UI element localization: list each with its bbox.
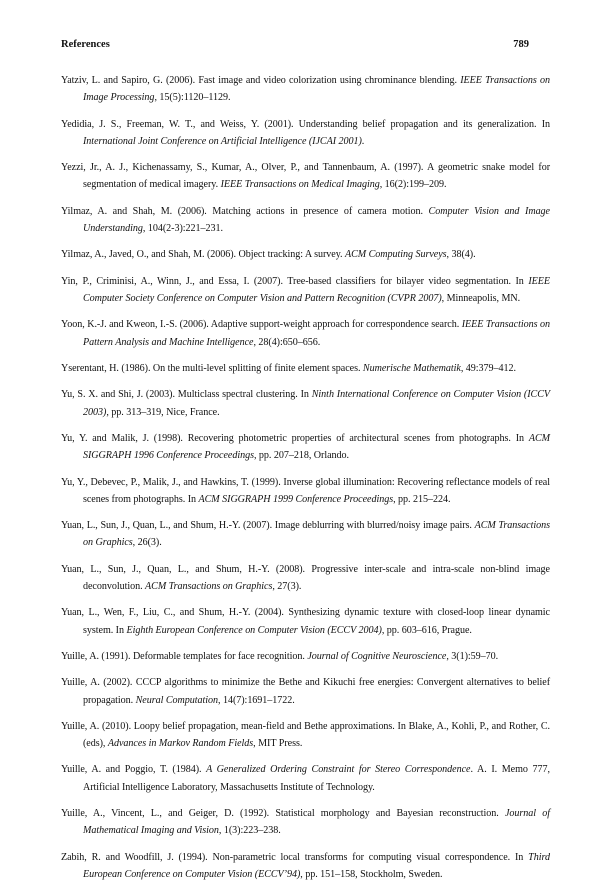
reference-authors-title: Yuan, L., Sun, J., Quan, L., and Shum, H.-Y. (2007). Image deblurring with blurred/noisy image pairs. [61, 520, 475, 532]
reference-entry [61, 517, 550, 551]
reference-venue: ACM SIGGRAPH 1999 Conference Proceedings [198, 493, 394, 505]
reference-authors-title: Yu, Y., Debevec, P., Malik, J., and Hawkins, T. (1999). Inverse global illumination: Recovering reflectance models of real scenes from photographs. In [61, 476, 550, 505]
reference-details: , 38(4). [446, 249, 476, 261]
reference-entry [61, 203, 550, 237]
reference-venue: Journal of Mathematical Imaging and Vision [83, 808, 550, 837]
reference-venue: International Joint Conference on Artificial Intelligence (IJCAI 2001) [83, 135, 362, 147]
reference-details: , Minneapolis, MN. [441, 292, 521, 304]
reference-details: , pp. 151–158, Stockholm, Sweden. [300, 868, 443, 880]
reference-details: , 26(3). [132, 537, 162, 549]
reference-venue: Journal of Cognitive Neuroscience [307, 650, 447, 662]
reference-venue: Computer Vision and Image Understanding [83, 205, 550, 234]
reference-details: , 104(2-3):221–231. [142, 222, 223, 234]
reference-entry [61, 474, 550, 508]
reference-details: . A. I. Memo 777, Artificial Intelligence Laboratory, Massachusetts Institute of Technology. [83, 764, 550, 793]
reference-details: , 1(3):223–238. [218, 825, 281, 837]
reference-venue: ACM Transactions on Graphics [145, 580, 273, 592]
reference-authors-title: Yoon, K.-J. and Kweon, I.-S. (2006). Adaptive support-weight approach for correspondence search. [61, 319, 462, 331]
reference-authors-title: Yezzi, Jr., A. J., Kichenassamy, S., Kumar, A., Olver, P., and Tannenbaum, A. (1997). A geometric snake model for segmentation of medical imagery. [61, 162, 550, 191]
reference-entry [61, 849, 550, 883]
reference-entry [61, 805, 550, 839]
reference-authors-title: Yserentant, H. (1986). On the multi-level splitting of finite element spaces. [61, 362, 363, 374]
section-title: References [61, 39, 110, 50]
reference-details: , 16(2):199–209. [379, 179, 447, 191]
reference-authors-title: Yin, P., Criminisi, A., Winn, J., and Essa, I. (2007). Tree-based classifiers for bilayer video segmentation. In [61, 275, 529, 287]
reference-venue: A Generalized Ordering Constraint for Stereo Correspondence [206, 764, 471, 776]
reference-entry [61, 72, 550, 106]
running-header [61, 39, 529, 53]
reference-authors-title: Yuille, A. (1991). Deformable templates for face recognition. [61, 650, 308, 662]
reference-details: , 49:379–412. [460, 362, 516, 374]
reference-authors-title: Yilmaz, A. and Shah, M. (2006). Matching actions in presence of camera motion. [61, 205, 429, 217]
reference-details: , 15(5):1120–1129. [154, 92, 231, 104]
reference-authors-title: Yuille, A. (2010). Loopy belief propagation, mean-field and Bethe approximations. In Blake, A., Kohli, P., and Rother, C. (eds), [61, 720, 550, 750]
reference-entry [61, 386, 550, 420]
reference-venue: ACM Computing Surveys [344, 249, 447, 261]
reference-entry [61, 761, 550, 795]
reference-authors-title: Yatziv, L. and Sapiro, G. (2006). Fast image and video colorization using chrominance blending. [61, 75, 461, 86]
reference-authors-title: Yuille, A. (2002). CCCP algorithms to minimize the Bethe and Kikuchi free energies: Convergent alternatives to belief propagation. [61, 677, 550, 706]
reference-entry [61, 246, 550, 263]
reference-authors-title: Yu, S. X. and Shi, J. (2003). Multiclass spectral clustering. In [61, 389, 312, 401]
reference-list [61, 72, 550, 892]
reference-details: , 28(4):650–656. [253, 336, 321, 348]
reference-entry [61, 561, 550, 595]
reference-entry [61, 116, 550, 150]
reference-venue: Third European Conference on Computer Vision (ECCV’94) [83, 851, 550, 880]
reference-details: , pp. 313–319, Nice, France. [106, 406, 220, 418]
reference-entry [61, 718, 550, 752]
reference-authors-title: Yuille, A., Vincent, L., and Geiger, D. (1992). Statistical morphology and Bayesian reconstruction. [61, 808, 505, 820]
reference-entry [61, 674, 550, 708]
reference-venue: IEEE Computer Society Conference on Computer Vision and Pattern Recognition (CVPR 2007) [83, 275, 550, 304]
reference-authors-title: Yu, Y. and Malik, J. (1998). Recovering photometric properties of architectural scenes from photographs. In [61, 432, 529, 444]
page-number: 789 [513, 39, 529, 50]
reference-entry [61, 604, 550, 638]
reference-entry [61, 316, 550, 350]
reference-details: , pp. 215–224. [393, 493, 451, 505]
reference-authors-title: Yilmaz, A., Javed, O., and Shah, M. (2006). Object tracking: A survey. [61, 249, 345, 261]
reference-details: , 3(1):59–70. [446, 650, 499, 662]
reference-authors-title: Zabih, R. and Woodfill, J. (1994). Non-parametric local transforms for computing visual correspondence. In [61, 851, 529, 863]
reference-authors-title: Yuan, L., Wen, F., Liu, C., and Shum, H.-Y. (2004). Synthesizing dynamic texture with closed-loop linear dynamic system. In [61, 607, 550, 636]
reference-venue: Eighth European Conference on Computer Vision (ECCV 2004) [126, 624, 382, 636]
reference-entry [61, 430, 550, 464]
reference-details: , 27(3). [272, 580, 302, 592]
reference-venue: IEEE Transactions on Medical Imaging [220, 179, 380, 191]
reference-venue: ACM SIGGRAPH 1996 Conference Proceedings [83, 432, 550, 462]
reference-details: . [361, 135, 365, 147]
reference-venue: Advances in Markov Random Fields [107, 738, 254, 750]
reference-details: , pp. 207–218, Orlando. [253, 450, 349, 462]
reference-details: , MIT Press. [253, 738, 303, 750]
reference-venue: Numerische Mathematik [362, 362, 461, 374]
reference-authors-title: Yuan, L., Sun, J., Quan, L., and Shum, H.-Y. (2008). Progressive inter-scale and intra-scale non-blind image deconvolution. [61, 563, 550, 592]
reference-details: , 14(7):1691–1722. [218, 694, 295, 706]
reference-details: , pp. 603–616, Prague. [381, 624, 472, 636]
reference-venue: Ninth International Conference on Computer Vision (ICCV 2003) [83, 389, 550, 418]
reference-venue: Neural Computation [135, 694, 218, 706]
reference-venue: IEEE Transactions on Image Processing [83, 75, 550, 104]
reference-venue: ACM Transactions on Graphics [83, 520, 550, 549]
reference-authors-title: Yedidia, J. S., Freeman, W. T., and Weiss, Y. (2001). Understanding belief propagation and its generalization. In [61, 118, 550, 130]
reference-entry [61, 273, 550, 307]
reference-entry [61, 648, 550, 665]
reference-entry [61, 360, 550, 377]
reference-entry [61, 159, 550, 193]
reference-authors-title: Yuille, A. and Poggio, T. (1984). [61, 764, 207, 776]
reference-venue: IEEE Transactions on Pattern Analysis and Machine Intelligence [83, 319, 550, 348]
